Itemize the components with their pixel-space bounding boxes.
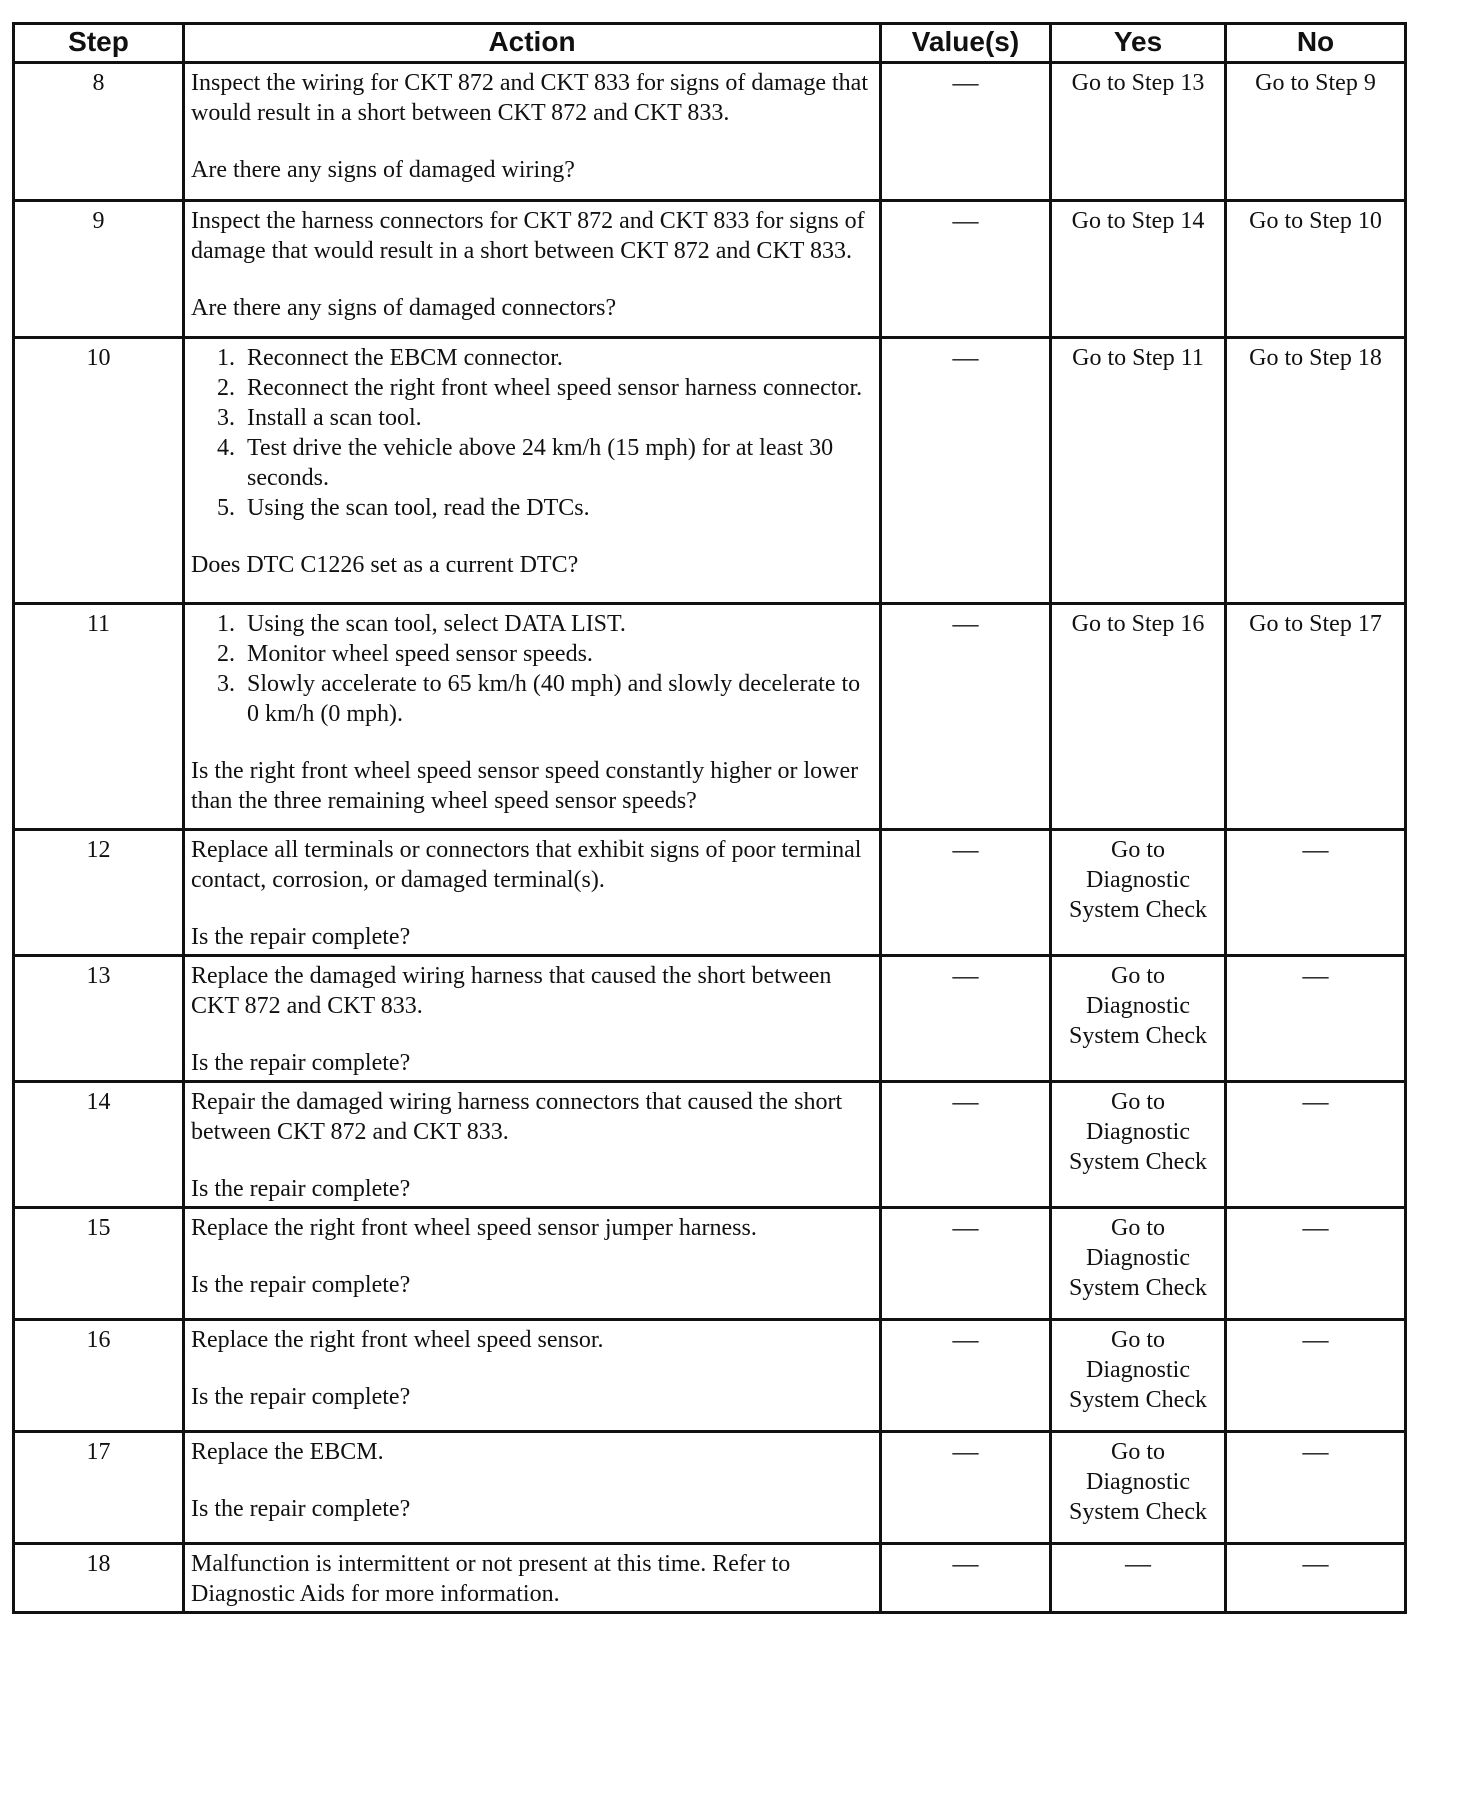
action-step-number: 3. (217, 405, 235, 431)
action-question: Is the repair complete? (191, 1384, 411, 1410)
no-cell: Go to Step 10 (1226, 201, 1406, 338)
action-step (217, 403, 873, 433)
action-question: Is the repair complete? (191, 924, 411, 950)
table-row (14, 604, 1406, 830)
no-cell: Go to Step 18 (1226, 338, 1406, 604)
table-row (14, 63, 1406, 201)
header-values: Value(s) (881, 24, 1051, 63)
action-step (217, 373, 873, 403)
action-cell (184, 1544, 881, 1613)
header-action: Action (184, 24, 881, 63)
action-question: Is the repair complete? (191, 1050, 411, 1076)
action-question: Is the repair complete? (191, 1272, 411, 1298)
action-step-number: 3. (217, 671, 235, 697)
action-cell (184, 956, 881, 1082)
action-cell (184, 604, 881, 830)
value-cell: — (881, 956, 1051, 1082)
yes-cell: Go to Diagnostic System Check (1051, 956, 1226, 1082)
no-cell: — (1226, 1432, 1406, 1544)
table-row (14, 1208, 1406, 1320)
action-cell (184, 1208, 881, 1320)
action-text: Replace all terminals or connectors that exhibit signs of poor terminal contact, corrosion, or damaged terminal(s). (191, 837, 862, 893)
action-cell (184, 1082, 881, 1208)
step-number: 12 (14, 830, 184, 956)
yes-cell: Go to Step 11 (1051, 338, 1226, 604)
action-step (217, 669, 873, 729)
table-row (14, 1320, 1406, 1432)
action-step-number: 2. (217, 641, 235, 667)
value-cell: — (881, 830, 1051, 956)
step-number: 15 (14, 1208, 184, 1320)
action-step-list (191, 343, 873, 523)
value-cell: — (881, 63, 1051, 201)
value-cell: — (881, 604, 1051, 830)
step-number: 16 (14, 1320, 184, 1432)
action-question: Is the repair complete? (191, 1496, 411, 1522)
header-yes: Yes (1051, 24, 1226, 63)
table-row (14, 956, 1406, 1082)
diagnostic-table-page (12, 22, 1404, 1614)
yes-cell: Go to Step 16 (1051, 604, 1226, 830)
action-step-text: Test drive the vehicle above 24 km/h (15 mph) for at least 30 seconds. (247, 435, 834, 491)
step-number: 10 (14, 338, 184, 604)
action-question: Are there any signs of damaged wiring? (191, 157, 575, 183)
action-step (217, 639, 873, 669)
table-row (14, 1544, 1406, 1613)
yes-cell: Go to Step 14 (1051, 201, 1226, 338)
action-step (217, 343, 873, 373)
action-text: Repair the damaged wiring harness connectors that caused the short between CKT 872 and CKT 833. (191, 1089, 843, 1145)
header-row (14, 24, 1406, 63)
action-step-number: 1. (217, 345, 235, 371)
table-row (14, 830, 1406, 956)
action-cell (184, 1320, 881, 1432)
yes-cell: Go to Diagnostic System Check (1051, 1320, 1226, 1432)
step-number: 14 (14, 1082, 184, 1208)
table-row (14, 201, 1406, 338)
action-step-text: Install a scan tool. (247, 405, 422, 431)
no-cell: — (1226, 1082, 1406, 1208)
step-number: 9 (14, 201, 184, 338)
action-step-text: Reconnect the right front wheel speed sensor harness connector. (247, 375, 863, 401)
no-cell: — (1226, 1320, 1406, 1432)
action-step (217, 609, 873, 639)
no-cell: — (1226, 830, 1406, 956)
action-cell (184, 830, 881, 956)
yes-cell: Go to Diagnostic System Check (1051, 1432, 1226, 1544)
yes-cell: — (1051, 1544, 1226, 1613)
action-step-text: Slowly accelerate to 65 km/h (40 mph) and slowly decelerate to 0 km/h (0 mph). (247, 671, 861, 727)
table-row (14, 338, 1406, 604)
action-text: Replace the right front wheel speed sensor. (191, 1327, 604, 1353)
step-number: 13 (14, 956, 184, 1082)
action-step-number: 5. (217, 495, 235, 521)
no-cell: Go to Step 17 (1226, 604, 1406, 830)
header-no: No (1226, 24, 1406, 63)
action-step (217, 433, 873, 493)
step-number: 17 (14, 1432, 184, 1544)
action-step-number: 2. (217, 375, 235, 401)
action-text: Replace the damaged wiring harness that caused the short between CKT 872 and CKT 833. (191, 963, 832, 1019)
value-cell: — (881, 338, 1051, 604)
value-cell: — (881, 1208, 1051, 1320)
yes-cell: Go to Diagnostic System Check (1051, 830, 1226, 956)
step-number: 11 (14, 604, 184, 830)
no-cell: Go to Step 9 (1226, 63, 1406, 201)
no-cell: — (1226, 1208, 1406, 1320)
action-text: Replace the right front wheel speed sensor jumper harness. (191, 1215, 757, 1241)
action-question: Does DTC C1226 set as a current DTC? (191, 552, 579, 578)
action-cell (184, 338, 881, 604)
value-cell: — (881, 201, 1051, 338)
action-question: Is the right front wheel speed sensor speed constantly higher or lower than the three remaining wheel speed sensor speeds? (191, 758, 859, 814)
action-step (217, 493, 873, 523)
action-text: Replace the EBCM. (191, 1439, 384, 1465)
action-step-text: Using the scan tool, read the DTCs. (247, 495, 590, 521)
action-cell (184, 63, 881, 201)
action-cell (184, 201, 881, 338)
step-number: 8 (14, 63, 184, 201)
action-text: Malfunction is intermittent or not present at this time. Refer to Diagnostic Aids for more information. (191, 1551, 791, 1607)
action-step-list (191, 609, 873, 729)
action-step-text: Reconnect the EBCM connector. (247, 345, 563, 371)
step-number: 18 (14, 1544, 184, 1613)
table-row (14, 1082, 1406, 1208)
yes-cell: Go to Diagnostic System Check (1051, 1208, 1226, 1320)
action-step-text: Monitor wheel speed sensor speeds. (247, 641, 593, 667)
no-cell: — (1226, 956, 1406, 1082)
action-step-text: Using the scan tool, select DATA LIST. (247, 611, 626, 637)
value-cell: — (881, 1082, 1051, 1208)
yes-cell: Go to Diagnostic System Check (1051, 1082, 1226, 1208)
no-cell: — (1226, 1544, 1406, 1613)
value-cell: — (881, 1544, 1051, 1613)
diagnostic-table (12, 22, 1407, 1614)
action-text: Inspect the harness connectors for CKT 872 and CKT 833 for signs of damage that would result in a short between CKT 872 and CKT 833. (191, 208, 865, 264)
action-question: Are there any signs of damaged connectors? (191, 295, 617, 321)
action-step-number: 4. (217, 435, 235, 461)
action-question: Is the repair complete? (191, 1176, 411, 1202)
yes-cell: Go to Step 13 (1051, 63, 1226, 201)
action-cell (184, 1432, 881, 1544)
value-cell: — (881, 1320, 1051, 1432)
header-step: Step (14, 24, 184, 63)
value-cell: — (881, 1432, 1051, 1544)
action-text: Inspect the wiring for CKT 872 and CKT 833 for signs of damage that would result in a short between CKT 872 and CKT 833. (191, 70, 868, 126)
action-step-number: 1. (217, 611, 235, 637)
table-row (14, 1432, 1406, 1544)
